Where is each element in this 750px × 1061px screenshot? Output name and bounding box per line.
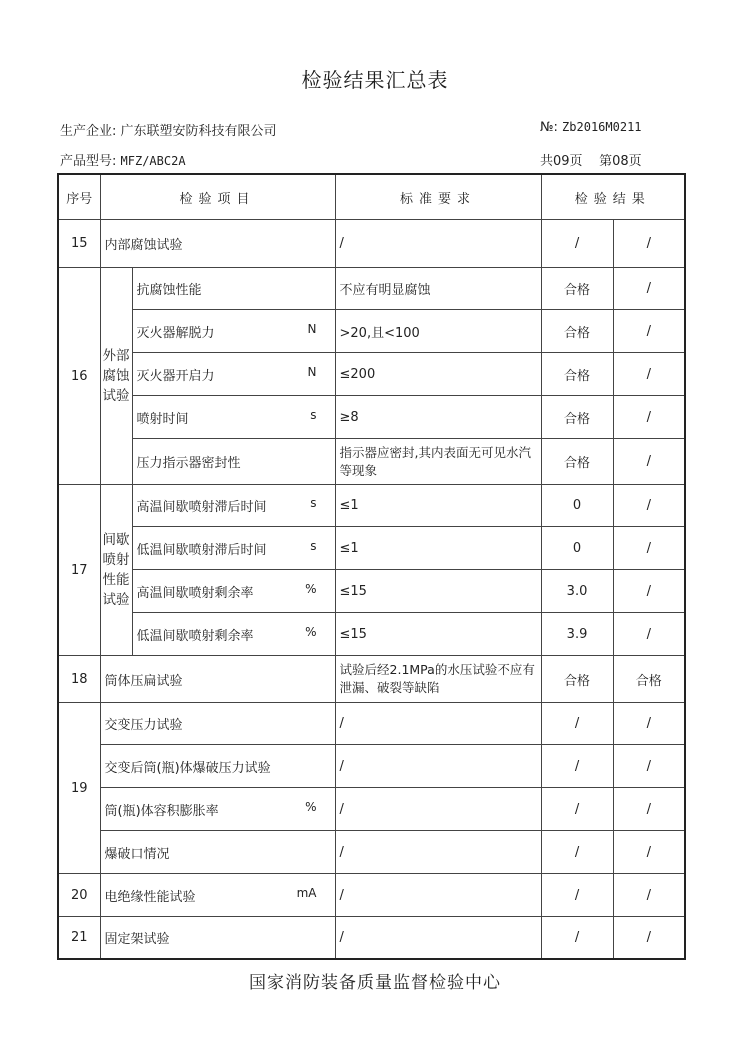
item-unit: s [310,496,317,510]
item-name: 喷射时间 [136,411,189,427]
row-seq: 21 [58,917,100,959]
row-result-1: 0 [541,527,613,570]
row-item [132,268,335,310]
row-requirement: / [335,788,541,831]
model-line [60,150,186,169]
item-name: 交变后筒(瓶)体爆破压力试验 [104,760,271,776]
row-result-2: / [613,788,685,831]
row-requirement: 不应有明显腐蚀 [335,268,541,310]
row-result-2: / [613,570,685,613]
row-item: 固定架试验 [100,917,335,959]
item-name: 灭火器开启力 [136,368,215,384]
item-name: 压力指示器密封性 [136,456,241,471]
company-line [60,120,277,139]
row-seq: 16 [58,268,100,485]
table-row [58,439,685,485]
row-seq: 17 [58,485,100,656]
item-name: 交变压力试验 [104,718,183,733]
row-requirement: / [335,220,541,268]
table-row [58,527,685,570]
row-item [132,353,335,396]
item-name: 爆破口情况 [104,846,170,862]
row-result-2: / [613,874,685,917]
document-title: 检验结果汇总表 [301,68,449,92]
table-row [58,268,685,310]
row-requirement: / [335,745,541,788]
row-result-2: / [613,613,685,656]
item-unit: % [305,624,317,639]
row-group-label: 外部腐蚀试验 [100,268,132,485]
item-unit: % [305,581,317,596]
row-item [132,396,335,439]
row-result-1: / [541,745,613,788]
row-item [132,310,335,353]
table-header-row [58,174,685,220]
item-name: 高温间歇喷射滞后时间 [136,500,267,515]
report-number-label: №: [540,120,558,135]
item-name: 高温间歇喷射剩余率 [136,585,254,601]
row-result-2: / [613,917,685,959]
header-seq: 序号 [58,174,100,220]
table-row [58,220,685,268]
row-requirement: 指示器应密封,其内表面无可见水汽等现象 [335,439,541,485]
row-item [100,703,335,745]
table-row [58,570,685,613]
table-row [58,788,685,831]
row-item [132,527,335,570]
row-result-1: 合格 [541,396,613,439]
row-requirement: ≤1 [335,527,541,570]
header-requirement: 标准要求 [335,174,541,220]
row-result-2: / [613,831,685,874]
header-item: 检验项目 [100,174,335,220]
row-requirement: 试验后经2.1MPa的水压试验不应有泄漏、破裂等缺陷 [335,656,541,703]
row-result-1: / [541,874,613,917]
table-row [58,831,685,874]
table-row [58,353,685,396]
item-unit: % [305,799,317,814]
row-requirement: / [335,831,541,874]
header-result: 检验结果 [541,174,685,220]
row-result-2: / [613,485,685,527]
current-page: 第08页 [599,154,642,169]
row-requirement: ≤200 [335,353,541,396]
row-requirement: ≥8 [335,396,541,439]
row-seq: 19 [58,703,100,874]
row-result-1: 3.0 [541,570,613,613]
table-row [58,310,685,353]
row-result-2: / [613,396,685,439]
model-label: 产品型号: [60,154,117,169]
row-item: 筒体压扁试验 [100,656,335,703]
row-result-2: / [613,220,685,268]
row-item [100,788,335,831]
row-item [132,439,335,485]
results-table [57,173,686,960]
table-row [58,396,685,439]
row-result-2: / [613,310,685,353]
row-result-1: 合格 [541,656,613,703]
row-requirement: / [335,917,541,959]
item-unit: s [310,407,317,422]
row-requirement: / [335,703,541,745]
row-result-1: / [541,917,613,959]
report-number-line [540,120,642,135]
issuing-organization: 国家消防装备质量监督检验中心 [249,973,501,993]
item-name: 电绝缘性能试验 [104,889,196,905]
row-item [100,831,335,874]
row-seq: 15 [58,220,100,268]
row-result-1: / [541,788,613,831]
row-item: 内部腐蚀试验 [100,220,335,268]
item-name: 筒(瓶)体容积膨胀率 [104,803,219,819]
item-unit: s [310,538,317,553]
table-row [58,656,685,703]
row-seq: 20 [58,874,100,917]
row-seq: 18 [58,656,100,703]
row-result-2: / [613,268,685,310]
row-result-1: 3.9 [541,613,613,656]
row-group-label: 间歇喷射性能试验 [100,485,132,656]
item-unit: N [307,364,317,379]
row-result-2: 合格 [613,656,685,703]
row-result-1: 0 [541,485,613,527]
item-name: 低温间歇喷射滞后时间 [136,542,267,558]
row-result-1: / [541,831,613,874]
total-pages: 共09页 [540,154,583,169]
row-requirement: ≤1 [335,485,541,527]
row-requirement: ≤15 [335,613,541,656]
row-result-2: / [613,745,685,788]
row-result-1: 合格 [541,310,613,353]
row-result-2: / [613,527,685,570]
row-result-1: / [541,220,613,268]
row-requirement: / [335,874,541,917]
item-name: 抗腐蚀性能 [136,283,202,298]
item-unit: mA [296,885,317,900]
table-row [58,485,685,527]
table-row [58,703,685,745]
row-result-2: / [613,439,685,485]
row-result-1: 合格 [541,439,613,485]
model-value: MFZ/ABC2A [120,154,186,168]
table-row [58,874,685,917]
row-result-2: / [613,703,685,745]
row-result-2: / [613,353,685,396]
table-row [58,745,685,788]
row-item [132,570,335,613]
company-label: 生产企业: [60,124,117,139]
item-name: 低温间歇喷射剩余率 [136,628,254,644]
row-requirement: ≤15 [335,570,541,613]
item-unit: N [307,321,317,336]
company-name: 广东联塑安防科技有限公司 [120,124,277,139]
row-item [132,485,335,527]
item-name: 灭火器解脱力 [136,325,215,341]
row-item [100,745,335,788]
table-row [58,917,685,959]
table-row [58,613,685,656]
row-item [100,874,335,917]
row-requirement: >20,且<100 [335,310,541,353]
report-number: Zb2016M0211 [562,120,642,134]
row-result-1: / [541,703,613,745]
row-result-1: 合格 [541,353,613,396]
row-item [132,613,335,656]
page-info [540,150,642,169]
row-result-1: 合格 [541,268,613,310]
